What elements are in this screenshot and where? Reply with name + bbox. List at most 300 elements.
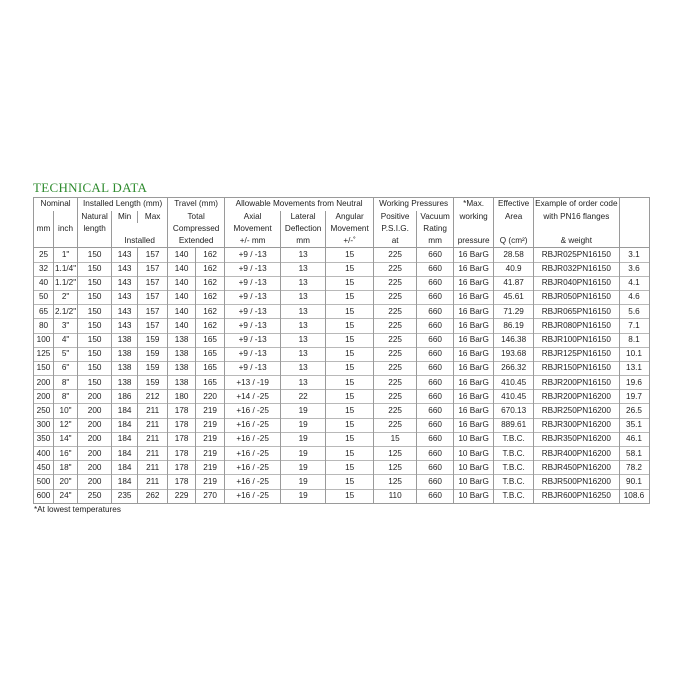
cell-nominal-inch: 16"	[54, 447, 78, 461]
header-inch: inch	[54, 223, 78, 235]
cell-effective-area: 86.19	[494, 319, 534, 333]
cell-vacuum-rating: 660	[417, 447, 454, 461]
cell-order-code: RBJR200PN16150	[534, 376, 619, 390]
cell-order-code: RBJR125PN16150	[534, 347, 619, 361]
cell-travel-compressed: 180	[168, 390, 196, 404]
cell-axial-movement: +9 / -13	[225, 290, 281, 304]
cell-max-installed: 157	[138, 248, 168, 262]
cell-max-installed: 157	[138, 319, 168, 333]
cell-axial-movement: +9 / -13	[225, 248, 281, 262]
cell-angular-movement: 15	[326, 432, 374, 446]
footnote: *At lowest temperatures	[34, 505, 121, 514]
cell-natural-length: 200	[78, 447, 112, 461]
cell-order-code: RBJR600PN16250	[534, 489, 619, 503]
cell-lateral-deflection: 13	[281, 319, 326, 333]
cell-vacuum-rating: 660	[417, 276, 454, 290]
cell-positive-psig: 225	[374, 248, 417, 262]
cell-effective-area: T.B.C.	[494, 432, 534, 446]
cell-travel-compressed: 178	[168, 447, 196, 461]
cell-order-code: RBJR350PN16200	[534, 432, 619, 446]
header-allowable-movements: Allowable Movements from Neutral	[225, 198, 374, 211]
cell-effective-area: 266.32	[494, 361, 534, 375]
table-row	[34, 447, 650, 461]
cell-lateral-deflection: 19	[281, 461, 326, 475]
cell-weight: 19.6	[619, 376, 649, 390]
cell-order-code: RBJR040PN16150	[534, 276, 619, 290]
cell-min-installed: 138	[112, 361, 138, 375]
cell-nominal-inch: 12"	[54, 418, 78, 432]
header-max-working-1: *Max.	[454, 198, 494, 211]
cell-lateral-deflection: 13	[281, 305, 326, 319]
cell-lateral-deflection: 19	[281, 447, 326, 461]
cell-vacuum-rating: 660	[417, 361, 454, 375]
cell-lateral-deflection: 13	[281, 248, 326, 262]
cell-natural-length: 200	[78, 404, 112, 418]
cell-natural-length: 200	[78, 390, 112, 404]
cell-angular-movement: 15	[326, 489, 374, 503]
header-angular-unit: +/-˚	[326, 235, 374, 248]
cell-max-working-pressure: 10 BarG	[454, 489, 494, 503]
cell-axial-movement: +16 / -25	[225, 461, 281, 475]
cell-vacuum-rating: 660	[417, 404, 454, 418]
cell-vacuum-rating: 660	[417, 489, 454, 503]
cell-travel-compressed: 140	[168, 248, 196, 262]
cell-max-installed: 157	[138, 262, 168, 276]
table-row	[34, 276, 650, 290]
cell-weight: 19.7	[619, 390, 649, 404]
cell-min-installed: 143	[112, 319, 138, 333]
cell-max-installed: 212	[138, 390, 168, 404]
header-working-label	[454, 223, 494, 235]
cell-effective-area: 193.68	[494, 347, 534, 361]
cell-max-installed: 211	[138, 475, 168, 489]
table-row	[34, 262, 650, 276]
cell-travel-extended: 220	[196, 390, 225, 404]
cell-min-installed: 184	[112, 447, 138, 461]
cell-weight: 78.2	[619, 461, 649, 475]
cell-travel-extended: 165	[196, 376, 225, 390]
cell-nominal-mm: 150	[34, 361, 54, 375]
header-angular: Angular	[326, 211, 374, 223]
cell-min-installed: 138	[112, 333, 138, 347]
cell-nominal-mm: 450	[34, 461, 54, 475]
cell-travel-extended: 219	[196, 404, 225, 418]
cell-nominal-inch: 5"	[54, 347, 78, 361]
cell-max-working-pressure: 16 BarG	[454, 404, 494, 418]
cell-max-working-pressure: 10 BarG	[454, 447, 494, 461]
cell-travel-extended: 162	[196, 276, 225, 290]
cell-max-installed: 211	[138, 432, 168, 446]
header-max-working-3: pressure	[454, 235, 494, 248]
table-row	[34, 475, 650, 489]
header-total: Total	[168, 211, 225, 223]
cell-angular-movement: 15	[326, 361, 374, 375]
cell-order-code: RBJR450PN16200	[534, 461, 619, 475]
cell-order-code: RBJR200PN16200	[534, 390, 619, 404]
header-max-working-2: working	[454, 211, 494, 223]
cell-positive-psig: 225	[374, 319, 417, 333]
table-row	[34, 404, 650, 418]
table-row	[34, 319, 650, 333]
cell-weight: 3.1	[619, 248, 649, 262]
cell-nominal-mm: 65	[34, 305, 54, 319]
cell-max-working-pressure: 16 BarG	[454, 319, 494, 333]
header-installed-length: Installed Length (mm)	[78, 198, 168, 211]
cell-angular-movement: 15	[326, 319, 374, 333]
cell-weight: 108.6	[619, 489, 649, 503]
cell-travel-compressed: 138	[168, 376, 196, 390]
cell-weight: 35.1	[619, 418, 649, 432]
cell-weight: 26.5	[619, 404, 649, 418]
cell-max-installed: 157	[138, 276, 168, 290]
header-order-1: Example of order code	[534, 198, 619, 211]
table-row	[34, 290, 650, 304]
cell-vacuum-rating: 660	[417, 390, 454, 404]
cell-max-working-pressure: 10 BarG	[454, 475, 494, 489]
table-row	[34, 333, 650, 347]
cell-max-working-pressure: 16 BarG	[454, 290, 494, 304]
header-extended: Extended	[168, 235, 225, 248]
cell-natural-length: 150	[78, 248, 112, 262]
cell-positive-psig: 225	[374, 262, 417, 276]
cell-lateral-deflection: 19	[281, 489, 326, 503]
header-psig: P.S.I.G.	[374, 223, 417, 235]
cell-travel-compressed: 138	[168, 333, 196, 347]
cell-max-working-pressure: 16 BarG	[454, 305, 494, 319]
cell-lateral-deflection: 19	[281, 432, 326, 446]
table-row	[34, 376, 650, 390]
table-row	[34, 461, 650, 475]
cell-positive-psig: 125	[374, 447, 417, 461]
cell-nominal-mm: 350	[34, 432, 54, 446]
cell-max-installed: 159	[138, 333, 168, 347]
cell-weight: 4.1	[619, 276, 649, 290]
cell-min-installed: 143	[112, 305, 138, 319]
cell-vacuum-rating: 660	[417, 376, 454, 390]
cell-weight: 8.1	[619, 333, 649, 347]
header-vacuum: Vacuum	[417, 211, 454, 223]
header-lateral: Lateral	[281, 211, 326, 223]
cell-nominal-mm: 600	[34, 489, 54, 503]
cell-effective-area: 71.29	[494, 305, 534, 319]
cell-angular-movement: 15	[326, 447, 374, 461]
cell-positive-psig: 15	[374, 432, 417, 446]
cell-travel-compressed: 178	[168, 475, 196, 489]
cell-max-installed: 159	[138, 347, 168, 361]
cell-natural-length: 200	[78, 461, 112, 475]
cell-axial-movement: +16 / -25	[225, 447, 281, 461]
cell-order-code: RBJR150PN16150	[534, 361, 619, 375]
cell-travel-compressed: 138	[168, 347, 196, 361]
cell-lateral-deflection: 13	[281, 290, 326, 304]
cell-travel-compressed: 178	[168, 432, 196, 446]
page-title: TECHNICAL DATA	[33, 180, 148, 195]
cell-effective-area: 28.58	[494, 248, 534, 262]
cell-positive-psig: 225	[374, 347, 417, 361]
cell-angular-movement: 15	[326, 390, 374, 404]
cell-max-installed: 211	[138, 447, 168, 461]
header-positive: Positive	[374, 211, 417, 223]
header-rating: Rating	[417, 223, 454, 235]
cell-travel-extended: 219	[196, 461, 225, 475]
cell-lateral-deflection: 13	[281, 361, 326, 375]
cell-nominal-inch: 8"	[54, 390, 78, 404]
cell-nominal-inch: 8"	[54, 376, 78, 390]
cell-positive-psig: 225	[374, 305, 417, 319]
cell-max-installed: 262	[138, 489, 168, 503]
cell-axial-movement: +16 / -25	[225, 404, 281, 418]
cell-max-working-pressure: 16 BarG	[454, 262, 494, 276]
cell-max-working-pressure: 16 BarG	[454, 361, 494, 375]
cell-nominal-inch: 3"	[54, 319, 78, 333]
cell-min-installed: 184	[112, 432, 138, 446]
cell-travel-extended: 165	[196, 347, 225, 361]
cell-min-installed: 143	[112, 290, 138, 304]
cell-natural-length: 150	[78, 305, 112, 319]
cell-axial-movement: +9 / -13	[225, 333, 281, 347]
cell-lateral-deflection: 22	[281, 390, 326, 404]
header-travel: Travel (mm)	[168, 198, 225, 211]
header-vacuum-unit: mm	[417, 235, 454, 248]
cell-angular-movement: 15	[326, 262, 374, 276]
cell-max-working-pressure: 16 BarG	[454, 347, 494, 361]
cell-effective-area: 410.45	[494, 390, 534, 404]
cell-travel-extended: 162	[196, 305, 225, 319]
header-nominal: Nominal	[34, 198, 78, 211]
cell-travel-extended: 270	[196, 489, 225, 503]
cell-travel-extended: 165	[196, 333, 225, 347]
cell-natural-length: 200	[78, 418, 112, 432]
cell-travel-compressed: 140	[168, 276, 196, 290]
cell-natural-length: 150	[78, 347, 112, 361]
cell-vacuum-rating: 660	[417, 333, 454, 347]
cell-max-working-pressure: 16 BarG	[454, 390, 494, 404]
header-area: Area	[494, 211, 534, 223]
cell-travel-extended: 219	[196, 418, 225, 432]
cell-travel-compressed: 140	[168, 305, 196, 319]
cell-angular-movement: 15	[326, 276, 374, 290]
cell-travel-compressed: 140	[168, 290, 196, 304]
table-row	[34, 305, 650, 319]
cell-order-code: RBJR100PN16150	[534, 333, 619, 347]
cell-weight: 13.1	[619, 361, 649, 375]
cell-travel-compressed: 178	[168, 461, 196, 475]
cell-vacuum-rating: 660	[417, 319, 454, 333]
cell-order-code: RBJR032PN16150	[534, 262, 619, 276]
cell-lateral-deflection: 13	[281, 276, 326, 290]
cell-nominal-mm: 200	[34, 376, 54, 390]
cell-travel-compressed: 178	[168, 418, 196, 432]
cell-order-code: RBJR300PN16200	[534, 418, 619, 432]
cell-vacuum-rating: 660	[417, 290, 454, 304]
cell-nominal-inch: 18"	[54, 461, 78, 475]
cell-lateral-deflection: 13	[281, 333, 326, 347]
cell-nominal-mm: 125	[34, 347, 54, 361]
cell-nominal-mm: 300	[34, 418, 54, 432]
cell-nominal-inch: 1"	[54, 248, 78, 262]
cell-nominal-inch: 10"	[54, 404, 78, 418]
cell-nominal-inch: 6"	[54, 361, 78, 375]
cell-nominal-mm: 40	[34, 276, 54, 290]
cell-min-installed: 143	[112, 276, 138, 290]
header-mm: mm	[34, 223, 54, 235]
cell-angular-movement: 15	[326, 333, 374, 347]
header-order-3: & weight	[534, 235, 619, 248]
header-lateral-deflection: Deflection	[281, 223, 326, 235]
cell-order-code: RBJR025PN16150	[534, 248, 619, 262]
cell-effective-area: T.B.C.	[494, 475, 534, 489]
cell-lateral-deflection: 19	[281, 418, 326, 432]
cell-vacuum-rating: 660	[417, 262, 454, 276]
cell-natural-length: 200	[78, 432, 112, 446]
cell-max-working-pressure: 10 BarG	[454, 461, 494, 475]
cell-axial-movement: +9 / -13	[225, 361, 281, 375]
cell-max-installed: 157	[138, 290, 168, 304]
cell-axial-movement: +9 / -13	[225, 319, 281, 333]
cell-weight: 3.6	[619, 262, 649, 276]
table-row	[34, 418, 650, 432]
cell-max-installed: 211	[138, 418, 168, 432]
cell-axial-movement: +16 / -25	[225, 432, 281, 446]
cell-nominal-inch: 14"	[54, 432, 78, 446]
cell-weight: 46.1	[619, 432, 649, 446]
cell-natural-length: 150	[78, 319, 112, 333]
cell-axial-movement: +9 / -13	[225, 347, 281, 361]
header-at: at	[374, 235, 417, 248]
cell-nominal-inch: 1.1/4"	[54, 262, 78, 276]
cell-nominal-mm: 25	[34, 248, 54, 262]
cell-lateral-deflection: 13	[281, 262, 326, 276]
header-lateral-unit: mm	[281, 235, 326, 248]
cell-min-installed: 186	[112, 390, 138, 404]
cell-min-installed: 184	[112, 475, 138, 489]
cell-lateral-deflection: 19	[281, 404, 326, 418]
cell-max-working-pressure: 16 BarG	[454, 333, 494, 347]
cell-max-installed: 211	[138, 404, 168, 418]
cell-max-installed: 159	[138, 376, 168, 390]
cell-vacuum-rating: 660	[417, 461, 454, 475]
cell-effective-area: 41.87	[494, 276, 534, 290]
header-min: Min	[112, 211, 138, 223]
cell-natural-length: 150	[78, 333, 112, 347]
cell-effective-area: 40.9	[494, 262, 534, 276]
cell-positive-psig: 125	[374, 461, 417, 475]
cell-weight: 4.6	[619, 290, 649, 304]
cell-axial-movement: +9 / -13	[225, 305, 281, 319]
cell-effective-area: 889.61	[494, 418, 534, 432]
cell-angular-movement: 15	[326, 290, 374, 304]
cell-nominal-inch: 4"	[54, 333, 78, 347]
cell-angular-movement: 15	[326, 248, 374, 262]
cell-order-code: RBJR400PN16200	[534, 447, 619, 461]
cell-positive-psig: 225	[374, 418, 417, 432]
cell-nominal-inch: 2"	[54, 290, 78, 304]
table-row	[34, 361, 650, 375]
cell-angular-movement: 15	[326, 305, 374, 319]
cell-nominal-mm: 250	[34, 404, 54, 418]
header-axial-movement: Movement	[225, 223, 281, 235]
cell-nominal-inch: 1.1/2"	[54, 276, 78, 290]
table-row	[34, 432, 650, 446]
cell-min-installed: 143	[112, 262, 138, 276]
cell-effective-area: T.B.C.	[494, 461, 534, 475]
cell-travel-extended: 162	[196, 262, 225, 276]
cell-natural-length: 150	[78, 376, 112, 390]
cell-weight: 10.1	[619, 347, 649, 361]
cell-positive-psig: 225	[374, 290, 417, 304]
cell-nominal-inch: 20"	[54, 475, 78, 489]
header-max: Max	[138, 211, 168, 223]
cell-order-code: RBJR065PN16150	[534, 305, 619, 319]
cell-min-installed: 143	[112, 248, 138, 262]
cell-axial-movement: +14 / -25	[225, 390, 281, 404]
cell-max-working-pressure: 16 BarG	[454, 276, 494, 290]
cell-travel-extended: 219	[196, 447, 225, 461]
cell-nominal-mm: 400	[34, 447, 54, 461]
table-row	[34, 248, 650, 262]
cell-axial-movement: +13 / -19	[225, 376, 281, 390]
cell-nominal-mm: 100	[34, 333, 54, 347]
cell-travel-extended: 162	[196, 319, 225, 333]
cell-positive-psig: 125	[374, 475, 417, 489]
cell-lateral-deflection: 13	[281, 347, 326, 361]
cell-lateral-deflection: 19	[281, 475, 326, 489]
cell-max-installed: 211	[138, 461, 168, 475]
cell-natural-length: 150	[78, 276, 112, 290]
cell-max-working-pressure: 16 BarG	[454, 248, 494, 262]
cell-effective-area: 410.45	[494, 376, 534, 390]
header-installed: Installed	[112, 235, 168, 248]
cell-max-installed: 159	[138, 361, 168, 375]
cell-travel-extended: 162	[196, 248, 225, 262]
cell-min-installed: 184	[112, 404, 138, 418]
header-natural: Natural	[78, 211, 112, 223]
cell-axial-movement: +16 / -25	[225, 475, 281, 489]
cell-travel-compressed: 140	[168, 319, 196, 333]
cell-vacuum-rating: 660	[417, 305, 454, 319]
cell-axial-movement: +16 / -25	[225, 418, 281, 432]
cell-weight: 90.1	[619, 475, 649, 489]
table-row	[34, 347, 650, 361]
cell-order-code: RBJR050PN16150	[534, 290, 619, 304]
cell-effective-area: T.B.C.	[494, 489, 534, 503]
cell-travel-compressed: 178	[168, 404, 196, 418]
cell-vacuum-rating: 660	[417, 432, 454, 446]
header-axial-unit: +/- mm	[225, 235, 281, 248]
cell-effective-area: 670.13	[494, 404, 534, 418]
cell-vacuum-rating: 660	[417, 347, 454, 361]
cell-axial-movement: +9 / -13	[225, 276, 281, 290]
cell-angular-movement: 15	[326, 418, 374, 432]
cell-max-working-pressure: 16 BarG	[454, 376, 494, 390]
cell-min-installed: 184	[112, 461, 138, 475]
cell-angular-movement: 15	[326, 404, 374, 418]
cell-nominal-mm: 500	[34, 475, 54, 489]
cell-nominal-mm: 32	[34, 262, 54, 276]
header-angular-movement: Movement	[326, 223, 374, 235]
cell-nominal-inch: 2.1/2"	[54, 305, 78, 319]
table-row	[34, 390, 650, 404]
cell-vacuum-rating: 660	[417, 418, 454, 432]
cell-nominal-inch: 24"	[54, 489, 78, 503]
cell-travel-compressed: 229	[168, 489, 196, 503]
cell-order-code: RBJR500PN16200	[534, 475, 619, 489]
cell-weight: 5.6	[619, 305, 649, 319]
header-area-unit: Q (cm²)	[494, 235, 534, 248]
cell-natural-length: 200	[78, 475, 112, 489]
header-order-spacer	[534, 223, 619, 235]
cell-effective-area: 146.38	[494, 333, 534, 347]
